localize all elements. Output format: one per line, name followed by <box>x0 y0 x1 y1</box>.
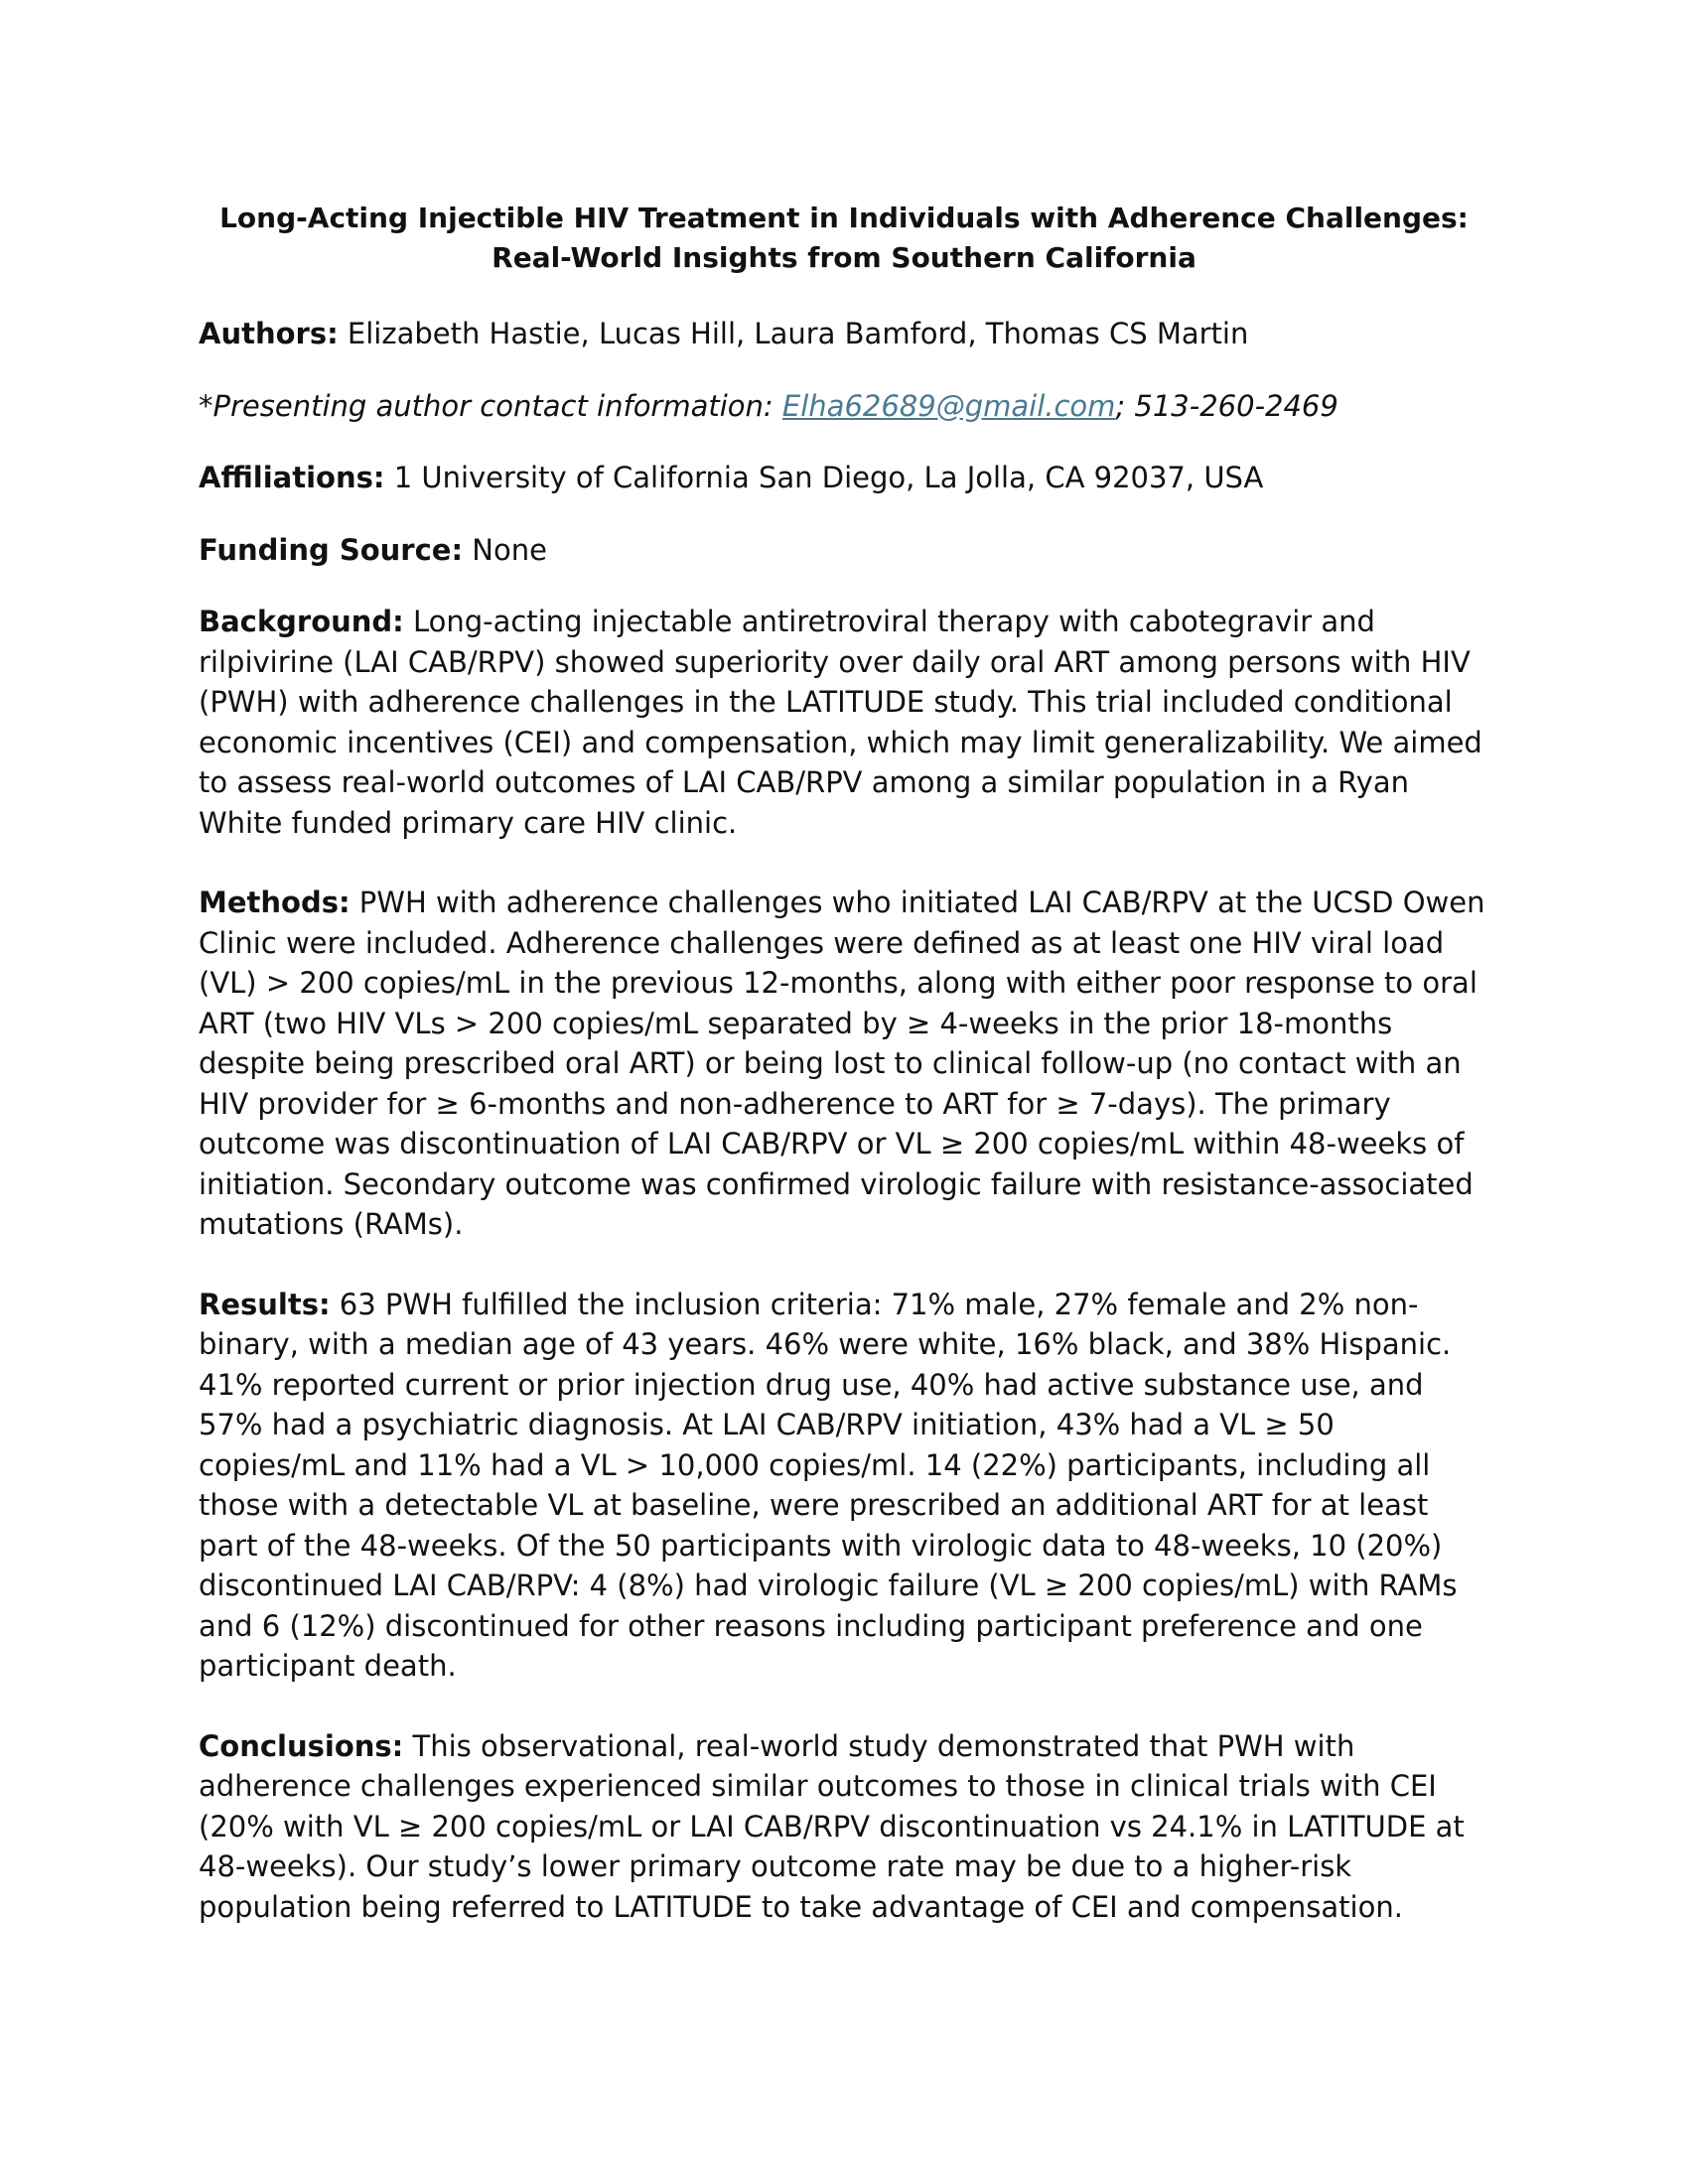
document-title: Long-Acting Injectible HIV Treatment in Individuals with Adherence Challenges: Real-World Insights from Southern California <box>219 202 1469 274</box>
affiliations-value: 1 University of California San Diego, La Jolla, CA 92037, USA <box>393 461 1264 494</box>
contact-phone: ; 513-260-2469 <box>1115 388 1338 423</box>
background-text: Long-acting injectable antiretroviral therapy with cabotegravir and rilpivirine (LAI CAB/RPV) showed superiority over daily oral ART among persons with HIV (PWH) with adherence challenges in the LATITUDE study. This trial included conditional economic incentives (CEI) and compensation, which may limit generalizability. We aimed to assess real-world outcomes of LAI CAB/RPV among a similar population in a Ryan White funded primary care HIV clinic. <box>199 605 1482 840</box>
authors-value: Elizabeth Hastie, Lucas Hill, Laura Bamford, Thomas CS Martin <box>347 317 1249 350</box>
results-text: 63 PWH fulfilled the inclusion criteria: 71% male, 27% female and 2% non-binary, with a median age of 43 years. 46% were white, 16% black, and 38% Hispanic. 41% reported current or prior injection drug use, 40% had active substance use, and 57% had a psychiatric diagnosis. At LAI CAB/RPV initiation, 43% had a VL ≥ 50 copies/mL and 11% had a VL > 10,000 copies/ml. 14 (22%) participants, including all those with a detectable VL at baseline, were prescribed an additional ART for at least part of the 48-weeks. Of the 50 participants with virologic data to 48-weeks, 10 (20%) discontinued LAI CAB/RPV: 4 (8%) had virologic failure (VL ≥ 200 copies/mL) with RAMs and 6 (12%) discontinued for other reasons including participant preference and one participant death. <box>199 1287 1458 1683</box>
affiliations-label: Affiliations: <box>199 461 385 494</box>
funding-line <box>199 530 1489 571</box>
authors-line <box>199 314 1489 354</box>
results-label: Results: <box>199 1287 331 1321</box>
background-label: Background: <box>199 605 404 638</box>
background-section <box>199 602 1489 843</box>
methods-label: Methods: <box>199 886 351 919</box>
contact-email-link[interactable]: Elha62689@gmail.com <box>781 388 1116 423</box>
funding-value: None <box>472 532 547 567</box>
conclusions-text: This observational, real-world study demonstrated that PWH with adherence challenges experienced similar outcomes to those in clinical trials with CEI (20% with VL ≥ 200 copies/mL or LAI CAB/RPV discontinuation vs 24.1% in LATITUDE at 48-weeks). Our study’s lower primary outcome rate may be due to a higher-risk population being referred to LATITUDE to take advantage of CEI and compensation. <box>199 1728 1465 1924</box>
conclusions-label: Conclusions: <box>199 1728 404 1763</box>
results-section <box>199 1285 1489 1687</box>
conclusions-section <box>199 1726 1489 1928</box>
affiliations-line <box>199 458 1489 498</box>
authors-label: Authors: <box>199 317 339 350</box>
funding-label: Funding Source: <box>199 532 464 567</box>
document-page <box>199 199 1489 1967</box>
contact-line <box>199 386 1489 427</box>
contact-label: *Presenting author contact information: <box>199 388 774 423</box>
methods-section <box>199 883 1489 1245</box>
methods-text: PWH with adherence challenges who initiated LAI CAB/RPV at the UCSD Owen Clinic were included. Adherence challenges were defined as at least one HIV viral load (VL) > 200 copies/mL in the previous 12-months, along with either poor response to oral ART (two HIV VLs > 200 copies/mL separated by ≥ 4-weeks in the prior 18-months despite being prescribed oral ART) or being lost to clinical follow-up (no contact with an HIV provider for ≥ 6-months and non-adherence to ART for ≥ 7-days). The primary outcome was discontinuation of LAI CAB/RPV or VL ≥ 200 copies/mL within 48-weeks of initiation. Secondary outcome was confirmed virologic failure with resistance-associated mutations (RAMs). <box>199 886 1485 1241</box>
